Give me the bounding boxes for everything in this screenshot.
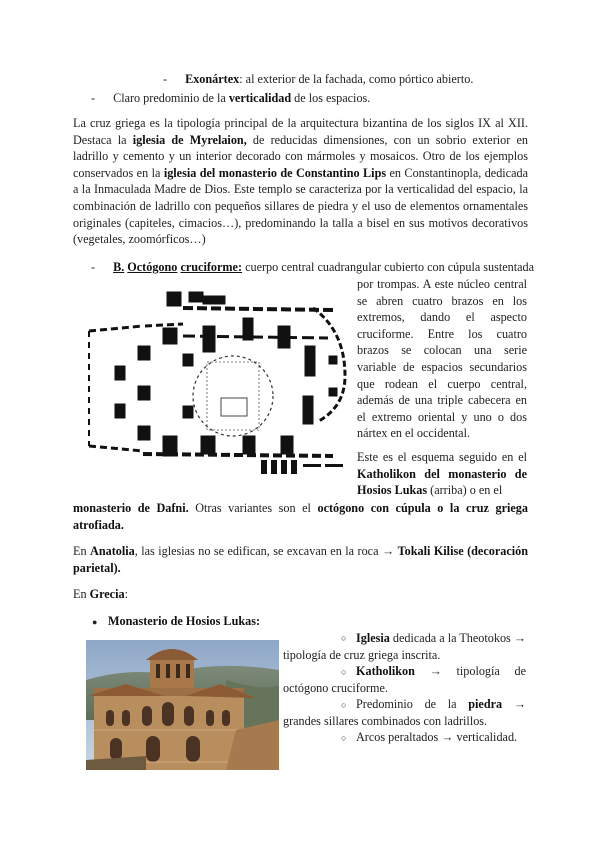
sub-item-katholikon: Katholikon → tipología de xyxy=(356,664,526,678)
term-exonartex: Exonártex xyxy=(185,72,240,86)
sub-item-piedra: Predominio de la piedra → xyxy=(356,697,527,711)
monasterio-title: Monasterio de Hosios Lukas: xyxy=(108,614,261,628)
term-dafni: monasterio de Dafni. xyxy=(73,501,189,515)
section-b-heading: - B. Octógono cruciforme: cuerpo central cuadrangular cubierto con cúpula sustentada xyxy=(91,260,535,274)
term-tokali-kilise: Tokali Kilise (decoración parietal). xyxy=(73,544,528,575)
paragraph-cruz-griega: La cruz griega es la tipología principal de la arquitectura bizantina de los siglos IX al XII. Destaca la iglesia de Myrelaion, de reducidas dimensiones, con un sobrio exterior en ladrillo y cemento y un interior decorado con mármoles y mosaicos. Otro de los ejemplos conservados en la iglesia del monasterio de Constantino Lips en Constantinopla, dedicada a la Inmaculada Madre de Dios. Este templo se caracteriza por la verticalidad del espacio, la combinación de ladrillo con pequeños sillares de piedra y el uso de elementos ornamentales originales (capiteles, cimacios…), predominando la talla a bisel en sus motivos decorativos (vegetales, zoomórficos…) xyxy=(73,116,529,247)
sub-item-piedra-cont: grandes sillares combinados con ladrillos. xyxy=(283,714,488,728)
list-item-exonartex: - Exonártex: al exterior de la fachada, como pórtico abierto. xyxy=(163,72,474,86)
term-octogono-cupula: octógono con cúpula o la cruz griega atrofiada. xyxy=(73,501,528,532)
circle-bullet-icon: ○ xyxy=(341,733,347,743)
floor-plan-figure xyxy=(83,286,353,476)
term-lips: iglesia del monasterio de Constantino Lips xyxy=(163,165,387,180)
paragraph-grecia: En Grecia: xyxy=(73,587,128,601)
monastery-photo xyxy=(86,640,279,770)
section-b-description: por trompas. A este núcleo central se abren cuatro brazos en los extremos, dando el aspecto cruciforme. Entre los cuatro brazos se colocan una serie variable de espacios secundarios que rodean el cuerpo central, además de una triple cabecera en el extremo oriental y uno o dos nártex en el occidental. xyxy=(357,277,527,441)
paragraph-anatolia: En Anatolia, las iglesias no se edifican, se excavan en la roca → Tokali Kilise (decoración parietal). xyxy=(73,544,528,575)
sub-item-arcos: Arcos peraltados → verticalidad. xyxy=(356,730,518,744)
sub-item-iglesia: Iglesia dedicada a la Theotokos → xyxy=(356,631,527,645)
sub-item-iglesia-cont: tipología de cruz griega inscrita. xyxy=(283,648,441,662)
circle-bullet-icon: ○ xyxy=(341,700,347,710)
bullet-icon: ● xyxy=(92,617,98,627)
section-b-continuation: monasterio de Dafni. Otras variantes son el octógono con cúpula o la cruz griega atrofiada. xyxy=(73,501,528,532)
term-verticalidad: verticalidad xyxy=(228,91,292,105)
term-myrelaion: iglesia de Myrelaion, xyxy=(132,132,247,147)
circle-bullet-icon: ○ xyxy=(341,667,347,677)
list-item-verticalidad: - Claro predominio de la verticalidad de los espacios. xyxy=(91,91,371,105)
term-grecia: Grecia xyxy=(89,587,125,601)
term-anatolia: Anatolia xyxy=(90,544,135,558)
sub-item-katholikon-cont: octógono cruciforme. xyxy=(283,681,388,695)
circle-bullet-icon: ○ xyxy=(341,633,347,643)
term-katholikon-hosios-lukas: Katholikon del monasterio de Hosios Lukas xyxy=(357,466,527,498)
section-b-katholikon: Este es el esquema seguido en el Katholikon del monasterio de Hosios Lukas (arriba) o en el xyxy=(357,450,527,498)
